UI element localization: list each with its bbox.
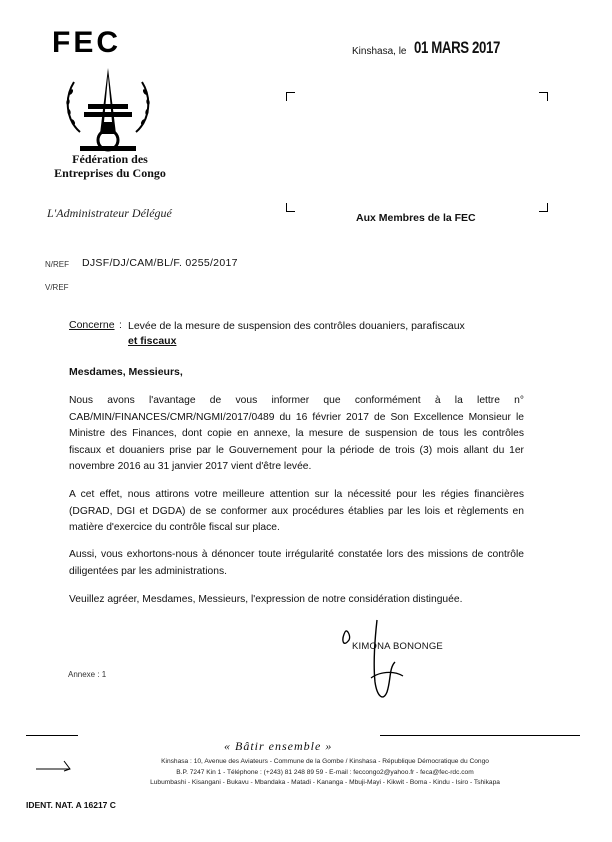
footer-address-line2: B.P. 7247 Kin 1 - Téléphone : (+243) 81 248 89 59 - E-mail : feccongo2@yahoo.fr - feca@fec-rdc.com — [176, 768, 474, 776]
annex-note: Annexe : 1 — [68, 670, 107, 679]
address-corner-mark — [539, 92, 548, 101]
address-corner-mark — [286, 92, 295, 101]
closing-paragraph: Veuillez agréer, Mesdames, Messieurs, l'expression de notre considération distinguée. — [69, 594, 463, 605]
body-paragraph: A cet effet, nous attirons votre meilleure attention sur la nécessité pour les régies financières (DGRAD, DGI et DGDA) de se conformer aux procédures établies par les lois et règlements en matière d'exercice du contrôle fiscal sur place. — [69, 489, 524, 533]
national-id: IDENT. NAT. A 16217 C — [26, 800, 116, 810]
your-reference-label: V/REF — [45, 283, 69, 292]
subject-separator: : — [119, 319, 122, 331]
subject-text — [128, 319, 528, 349]
date-stamp: 01 MARS 2017 — [414, 38, 500, 57]
signer-name: KIMONA BONONGE — [352, 641, 443, 652]
brand-name: FEC — [52, 26, 121, 59]
place: Kinshasa, le — [352, 46, 407, 57]
body-paragraph: Nous avons l'avantage de vous informer que conformément à la lettre n° CAB/MIN/FINANCES/CMR/NGMI/2017/0489 du 16 février 2017 de Son Excellence Monsieur le Ministre des Finances, dont copie en annexe, la mesure de suspension de tous les contrôles fiscaux et douaniers prise par le Gouvernement pour la période de trois (3) mois allant du 1er novembre 2016 au 31 janvier 2017 vient d'être levée. — [69, 395, 524, 472]
footer-divider — [26, 735, 78, 736]
subject-label: Concerne — [69, 319, 115, 331]
our-reference-label: N/REF — [45, 260, 69, 269]
footer-arrow-icon — [34, 755, 74, 773]
fec-emblem-icon — [58, 62, 158, 152]
sender-title: L'Administrateur Délégué — [47, 206, 172, 220]
organization-name-line1: Fédération des — [72, 152, 148, 166]
salutation: Mesdames, Messieurs, — [69, 366, 183, 378]
footer-address — [90, 757, 560, 789]
footer-address-line1: Kinshasa : 10, Avenue des Aviateurs - Commune de la Gombe / Kinshasa - République Démocratique du Congo — [161, 758, 489, 765]
footer-divider — [380, 735, 580, 736]
organization-name-line2: Entreprises du Congo — [54, 166, 166, 180]
recipient: Aux Membres de la FEC — [356, 212, 476, 224]
body-paragraph: Aussi, vous exhortons-nous à dénoncer toute irrégularité constatée lors des missions de contrôle diligentées par les administrations. — [69, 549, 524, 577]
address-corner-mark — [286, 203, 295, 212]
footer-motto: « Bâtir ensemble » — [224, 739, 333, 753]
our-reference-value: DJSF/DJ/CAM/BL/F. 0255/2017 — [82, 257, 238, 269]
footer-address-line3: Lubumbashi - Kisangani - Bukavu - Mbandaka - Matadi - Kananga - Mbuji-Mayi - Kikwit - Boma - Kindu - Isiro - Tshikapa — [150, 779, 500, 786]
organization-name — [30, 152, 190, 180]
subject-line2: et fiscaux — [128, 335, 177, 347]
handwritten-signature — [337, 618, 427, 708]
address-corner-mark — [539, 203, 548, 212]
subject-line1: Levée de la mesure de suspension des contrôles douaniers, parafiscaux — [128, 320, 465, 332]
